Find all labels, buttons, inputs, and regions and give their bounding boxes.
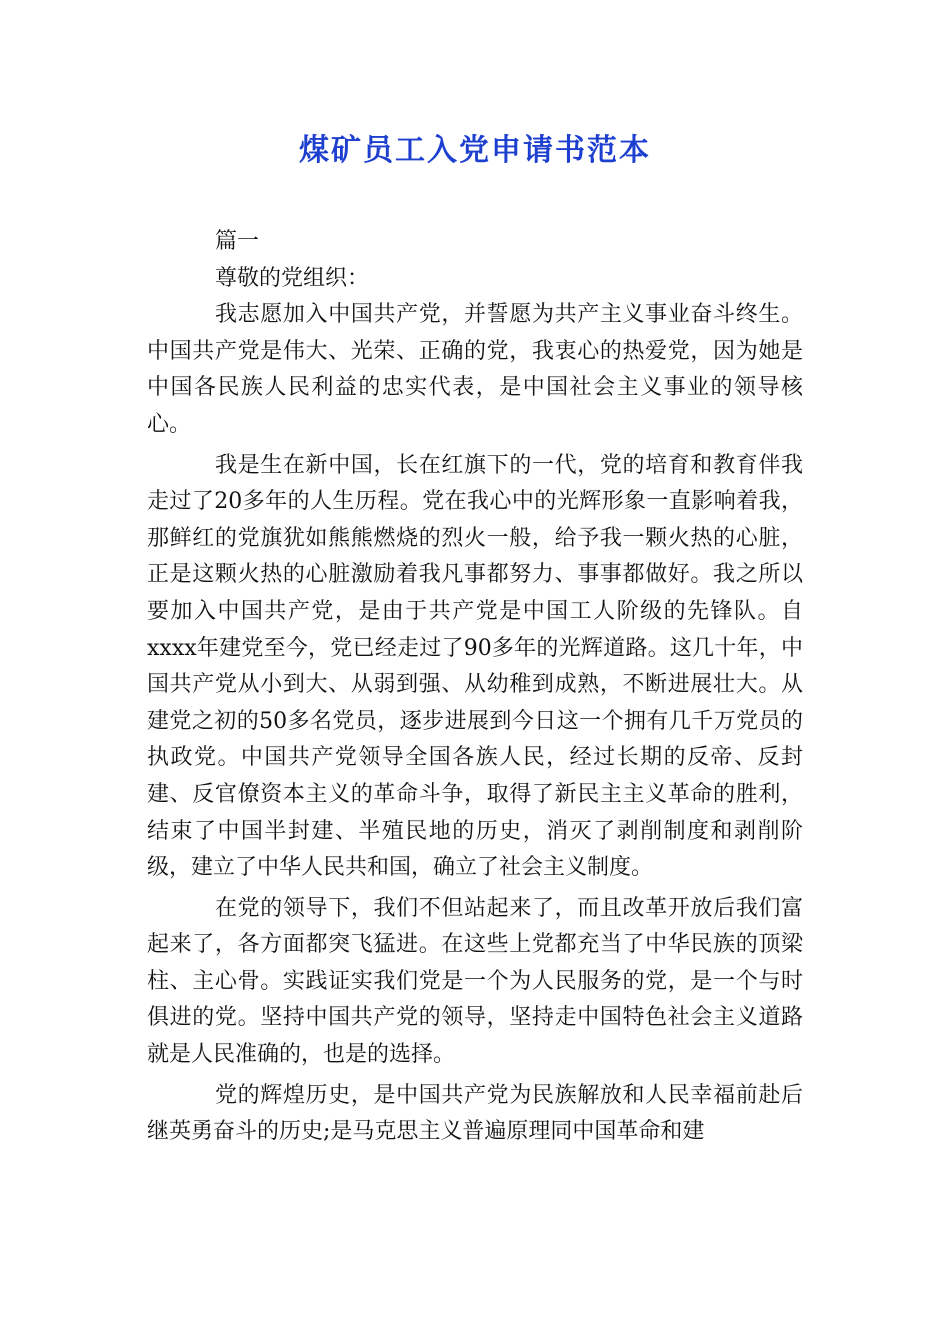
document-title: 煤矿员工入党申请书范本 [299, 133, 651, 168]
body-paragraph: 在党的领导下，我们不但站起来了，而且改革开放后我们富起来了，各方面都突飞猛进。在这些上党都充当了中华民族的顶梁柱、主心骨。实践证实我们党是一个为人民服务的党，是一个与时俱进的党。坚持中国共产党的领导，坚持走中国特色社会主义道路就是人民准确的，也是的选择。 [147, 895, 803, 1068]
section-label: 篇一 [215, 229, 260, 254]
body-paragraph: 我是生在新中国，长在红旗下的一代，党的培育和教育伴我走过了20多年的人生历程。党在我心中的光辉形象一直影响着我，那鲜红的党旗犹如熊熊燃烧的烈火一般，给予我一颗火热的心脏，正是这颗火热的心脏激励着我凡事都努力、事事都做好。我之所以要加入中国共产党，是由于共产党是中国工人阶级的先锋队。自xxxx年建党至今，党已经走过了90多年的光辉道路。这几十年，中国共产党从小到大、从弱到强、从幼稚到成熟，不断进展壮大。从建党之初的50多名党员，逐步进展到今日这一个拥有几千万党员的执政党。中国共产党领导全国各族人民，经过长期的反帝、反封建、反官僚资本主义的革命斗争，取得了新民主主义革命的胜利，结束了中国半封建、半殖民地的历史，消灭了剥削制度和剥削阶级，建立了中华人民共和国，确立了社会主义制度。 [147, 452, 803, 881]
body-paragraph: 我志愿加入中国共产党，并誓愿为共产主义事业奋斗终生。中国共产党是伟大、光荣、正确的党，我衷心的热爱党，因为她是中国各民族人民利益的忠实代表，是中国社会主义事业的领导核心。 [147, 302, 803, 437]
salutation: 尊敬的党组织： [215, 265, 370, 291]
body-paragraph: 党的辉煌历史，是中国共产党为民族解放和人民幸福前赴后继英勇奋斗的历史;是马克思主义普遍原理同中国革命和建 [147, 1082, 803, 1145]
document-body [147, 224, 803, 1151]
